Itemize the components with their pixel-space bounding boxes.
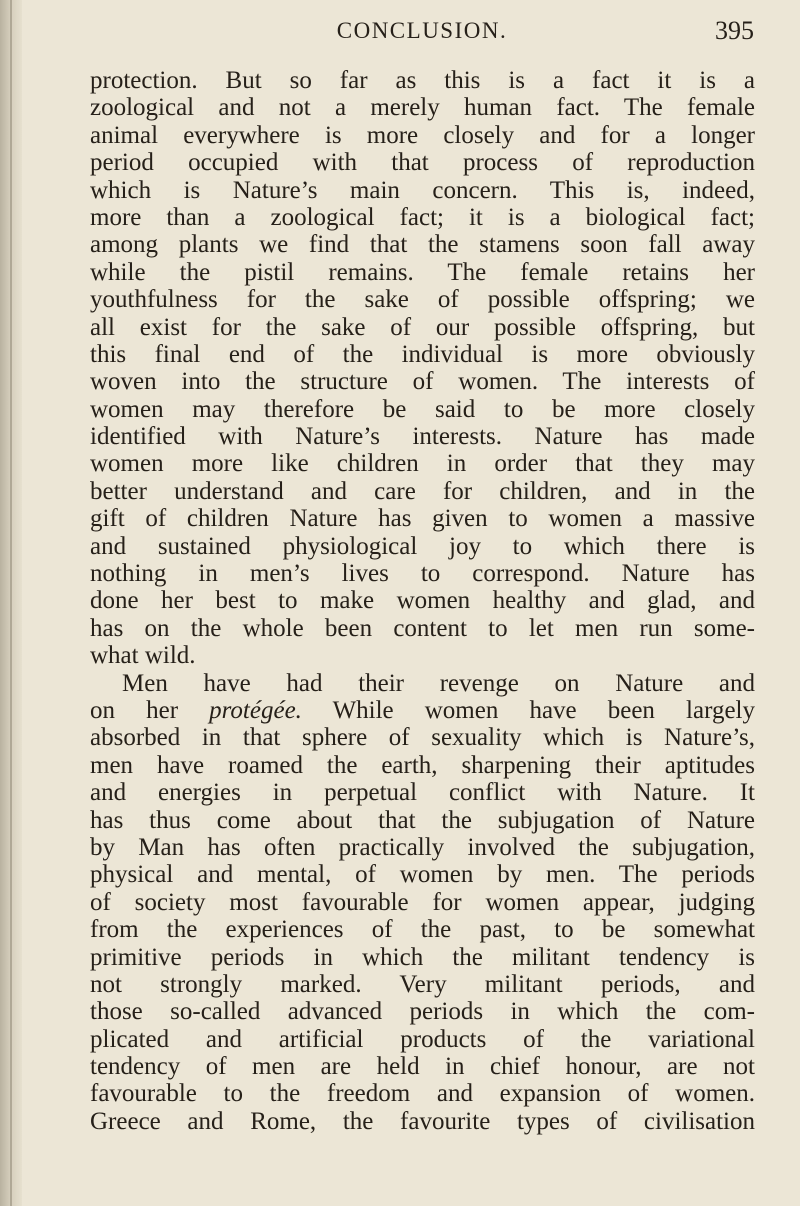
text-line: youthfulness for the sake of possible offspring; we [90, 286, 755, 314]
text-line: done her best to make women healthy and glad, and [90, 587, 755, 615]
text-line: Greece and Rome, the favourite types of civilisation [90, 1107, 755, 1135]
text-line: not strongly marked. Very militant periods, and [90, 970, 755, 998]
text-line: what wild. [90, 642, 196, 670]
text-line: and sustained physiological joy to which there is [90, 532, 755, 560]
running-title: CONCLUSION. [336, 18, 508, 43]
page-number: 395 [715, 16, 754, 45]
italic-word: protégée. [209, 696, 302, 724]
text-line: has on the whole been content to let men run some- [90, 614, 755, 642]
text-line-with-italic [90, 697, 755, 724]
paragraph-1 [90, 67, 755, 670]
text-line: women may therefore be said to be more closely [90, 395, 755, 423]
text-line: nothing in men’s lives to correspond. Nature has [90, 560, 755, 588]
text-line: protection. But so far as this is a fact it is a [90, 67, 755, 94]
text-line: by Man has often practically involved the subjugation, [90, 833, 755, 861]
text-line: more than a zoological fact; it is a biological fact; [90, 203, 755, 231]
text-line: those so-called advanced periods in which the com- [90, 998, 755, 1026]
running-head [90, 14, 754, 54]
text-line: tendency of men are held in chief honour, are not [90, 1053, 755, 1081]
text-line: gift of children Nature has given to women a massive [90, 505, 755, 533]
text-line: primitive periods in which the militant tendency is [90, 943, 755, 971]
text-line: favourable to the freedom and expansion of women. [90, 1080, 755, 1108]
text-line: better understand and care for children, and in the [90, 477, 755, 505]
text-fragment: on her [90, 696, 210, 724]
text-line: plicated and artificial products of the variational [90, 1025, 755, 1053]
text-line: woven into the structure of women. The interests of [90, 368, 755, 396]
text-line: zoological and not a merely human fact. The female [90, 94, 755, 122]
text-line: Men have had their revenge on Nature and [122, 669, 755, 697]
text-line: and energies in perpetual conflict with Nature. It [90, 779, 755, 807]
text-line: from the experiences of the past, to be somewhat [90, 916, 755, 944]
paragraph-2 [90, 670, 755, 1136]
text-line: while the pistil remains. The female retains her [90, 258, 755, 286]
text-line: this final end of the individual is more obviously [90, 340, 755, 368]
body-text [90, 67, 755, 1135]
text-line: period occupied with that process of reproduction [90, 149, 755, 177]
text-line: of society most favourable for women appear, judging [90, 888, 755, 916]
text-line: men have roamed the earth, sharpening their aptitudes [90, 751, 755, 779]
text-line: among plants we find that the stamens soon fall away [90, 231, 755, 259]
text-line: identified with Nature’s interests. Nature has made [90, 423, 755, 451]
text-line: all exist for the sake of our possible offspring, but [90, 313, 755, 341]
text-line: physical and mental, of women by men. The periods [90, 861, 755, 889]
binding-edge [10, 0, 12, 1206]
text-fragment: While women have been largely [301, 696, 755, 724]
text-line: has thus come about that the subjugation of Nature [90, 806, 755, 834]
text-line: women more like children in order that they may [90, 450, 755, 478]
text-line: animal everywhere is more closely and for a longer [90, 121, 755, 149]
text-line: which is Nature’s main concern. This is, indeed, [90, 176, 755, 204]
text-line: absorbed in that sphere of sexuality which is Nature’s, [90, 724, 755, 752]
